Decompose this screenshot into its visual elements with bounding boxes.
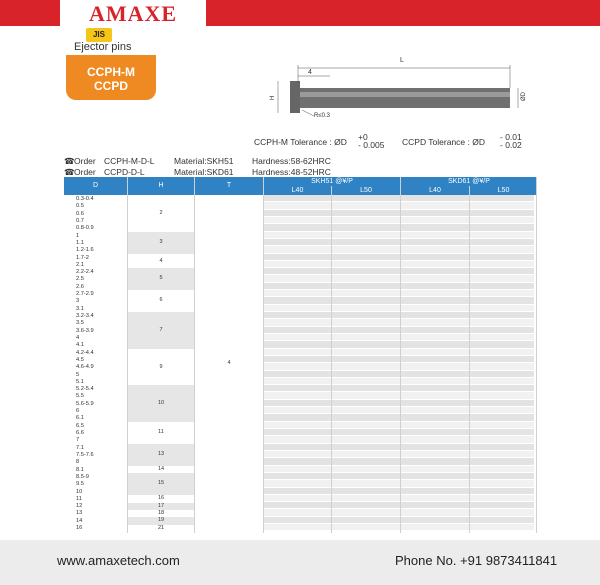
h-value: 4: [159, 257, 163, 264]
d-value: 5: [76, 371, 80, 378]
d-value: 0.7: [76, 217, 84, 224]
ccpd-upper: - 0.01: [500, 132, 522, 142]
ccphm-tolerance-values: [358, 133, 384, 149]
d-value: 5.5: [76, 393, 84, 400]
d-value: 1.1: [76, 239, 84, 246]
d-value: 8: [76, 459, 80, 466]
d-value: 14: [76, 517, 83, 524]
order-hardness: Hardness:58-62HRC: [252, 156, 331, 166]
price-row: [264, 268, 534, 275]
model-box: [66, 55, 156, 100]
d-value: 11: [76, 495, 82, 502]
d-value: 6.5: [76, 422, 84, 429]
price-row: [264, 239, 534, 246]
d-value: 5.2-5.4: [76, 386, 94, 393]
pin-shaft: [300, 88, 510, 108]
phone-icon: ☎: [64, 167, 75, 177]
price-row: [264, 444, 534, 451]
price-row: [264, 363, 534, 370]
brand-logo: AMAXE: [60, 0, 206, 26]
subheader-l50: L50: [470, 186, 537, 195]
price-row: [264, 224, 534, 231]
d-value: 7: [76, 437, 80, 444]
footer: [0, 540, 600, 585]
pin-head: [290, 81, 300, 113]
ccpd-lower: - 0.02: [500, 140, 522, 150]
price-row: [264, 327, 534, 334]
d-value: 3.5: [76, 320, 84, 327]
h-value: 16: [157, 495, 165, 502]
d-value: 10: [76, 488, 83, 495]
price-row: [264, 458, 534, 465]
dim-L: L: [400, 57, 404, 64]
price-cells: [264, 195, 534, 531]
price-row: [264, 297, 534, 304]
price-row: [264, 261, 534, 268]
d-value: 1.2-1.6: [76, 247, 94, 254]
h-value: 2: [159, 210, 163, 216]
d-value: 1.7-2: [76, 254, 89, 261]
header-skd61: SKD61 @¥/P: [401, 177, 537, 186]
d-value: 4.5: [76, 356, 84, 363]
spec-table: [64, 177, 537, 533]
d-value: 5.1: [76, 378, 84, 385]
d-value: 0.8-0.9: [76, 225, 94, 232]
price-row: [264, 202, 534, 209]
model-name-1: CCPH-M: [87, 65, 135, 79]
header-d: D: [64, 177, 127, 195]
order-code: CCPH-M-D-L: [104, 156, 155, 166]
order-hardness: Hardness:48-52HRC: [252, 167, 331, 177]
d-value: 8.5-9: [76, 473, 89, 480]
d-value: 7.1: [76, 444, 84, 451]
t-value: 4: [227, 360, 231, 366]
ejector-pin-drawing: [260, 48, 540, 118]
price-row: [264, 422, 534, 429]
h-value: 21: [157, 524, 165, 531]
d-value: 16: [76, 525, 83, 532]
price-row: [264, 378, 534, 385]
price-row: [264, 195, 534, 202]
d-value: 4.1: [76, 342, 84, 349]
d-value: 13: [76, 510, 83, 517]
d-value: 4.2-4.4: [76, 349, 94, 356]
d-value: 12: [76, 503, 83, 510]
price-row: [264, 232, 534, 239]
price-row: [264, 305, 534, 312]
subheader-l40: L40: [401, 186, 469, 195]
d-value: 4: [76, 334, 80, 341]
price-row: [264, 319, 534, 326]
d-value: 9.5: [76, 481, 84, 488]
price-row: [264, 400, 534, 407]
price-row: [264, 436, 534, 443]
h-value: 17: [128, 503, 194, 510]
subheader-l40: L40: [264, 186, 331, 195]
dim-D: ØD: [521, 92, 527, 101]
price-row: [264, 371, 534, 378]
product-name: Ejector pins: [74, 41, 132, 53]
price-row: [264, 246, 534, 253]
header-h: H: [128, 177, 194, 195]
d-value: 4.6-4.9: [76, 364, 94, 371]
header-skh51: SKH51 @¥/P: [264, 177, 400, 186]
header-t: T: [195, 177, 263, 195]
d-value: 0.5: [76, 203, 84, 210]
website-link[interactable]: www.amaxetech.com: [57, 553, 180, 568]
price-row: [264, 283, 534, 290]
order-material: Material:SKH51: [174, 156, 234, 166]
h-value: 18: [157, 510, 165, 517]
d-value: 5.6-5.9: [76, 400, 94, 407]
order-label: Order: [74, 156, 96, 166]
price-row: [264, 356, 534, 363]
d-value: 3: [76, 298, 80, 305]
dim-H: H: [270, 95, 276, 100]
d-value: 0.3-0.4: [76, 196, 94, 202]
order-label: Order: [74, 167, 96, 177]
price-row: [264, 473, 534, 480]
phone-number: Phone No. +91 9873411841: [395, 553, 558, 568]
dim-4: 4: [308, 69, 312, 76]
order-material: Material:SKD61: [174, 167, 234, 177]
price-row: [264, 466, 534, 473]
price-row: [264, 429, 534, 436]
d-value: 6.6: [76, 430, 84, 436]
price-row: [264, 502, 534, 509]
phone-icon: ☎: [64, 156, 75, 166]
d-column: [64, 196, 127, 532]
ccphm-lower: - 0.005: [358, 140, 385, 150]
h-value: 5: [128, 268, 194, 290]
h-value: 15: [128, 473, 194, 495]
price-row: [264, 517, 534, 524]
h-value: 10: [128, 385, 194, 422]
price-row: [264, 451, 534, 458]
h-value: 9: [159, 363, 163, 370]
price-row: [264, 334, 534, 341]
ccphm-upper: +0: [358, 132, 368, 142]
d-value: 6: [76, 408, 80, 415]
price-row: [264, 509, 534, 516]
d-value: 2.7-2.9: [76, 291, 94, 298]
h-value: 6: [159, 297, 163, 304]
order-code: CCPD-D-L: [104, 167, 145, 177]
ccphm-tolerance-label: CCPH-M Tolerance : ØD: [254, 137, 347, 147]
price-row: [264, 254, 534, 261]
jis-badge: JIS: [86, 28, 112, 42]
d-value: 2.6: [76, 283, 84, 290]
subheader-l50: L50: [332, 186, 400, 195]
price-row: [264, 480, 534, 487]
price-row: [264, 392, 534, 399]
price-row: [264, 290, 534, 297]
price-row: [264, 210, 534, 217]
price-row: [264, 414, 534, 421]
ccpd-tolerance-values: [500, 133, 522, 149]
d-value: 3.2-3.4: [76, 313, 94, 319]
h-value: 19: [128, 517, 194, 524]
d-value: 8.1: [76, 466, 84, 473]
d-value: 0.6: [76, 210, 84, 217]
h-value: 13: [128, 444, 194, 466]
price-row: [264, 275, 534, 282]
price-row: [264, 341, 534, 348]
h-value: 7: [128, 312, 194, 349]
price-row: [264, 524, 534, 531]
d-value: 6.1: [76, 415, 84, 422]
d-value: 3.1: [76, 305, 84, 312]
d-value: 1: [76, 232, 80, 239]
price-row: [264, 495, 534, 502]
price-row: [264, 217, 534, 224]
h-value: 3: [128, 232, 194, 254]
h-value: 14: [157, 466, 165, 473]
pin-highlight: [300, 92, 510, 97]
price-row: [264, 407, 534, 414]
price-row: [264, 349, 534, 356]
dim-R: R≤0.3: [314, 113, 330, 118]
d-value: 2.1: [76, 261, 84, 268]
price-row: [264, 312, 534, 319]
price-row: [264, 385, 534, 392]
model-name-2: CCPD: [93, 79, 128, 93]
d-value: 7.5-7.6: [76, 451, 94, 458]
h-value: 11: [158, 429, 164, 436]
ccpd-tolerance-label: CCPD Tolerance : ØD: [402, 137, 485, 147]
d-value: 2.5: [76, 276, 84, 283]
d-value: 2.2-2.4: [76, 269, 94, 276]
d-value: 3.6-3.9: [76, 327, 94, 334]
price-row: [264, 488, 534, 495]
